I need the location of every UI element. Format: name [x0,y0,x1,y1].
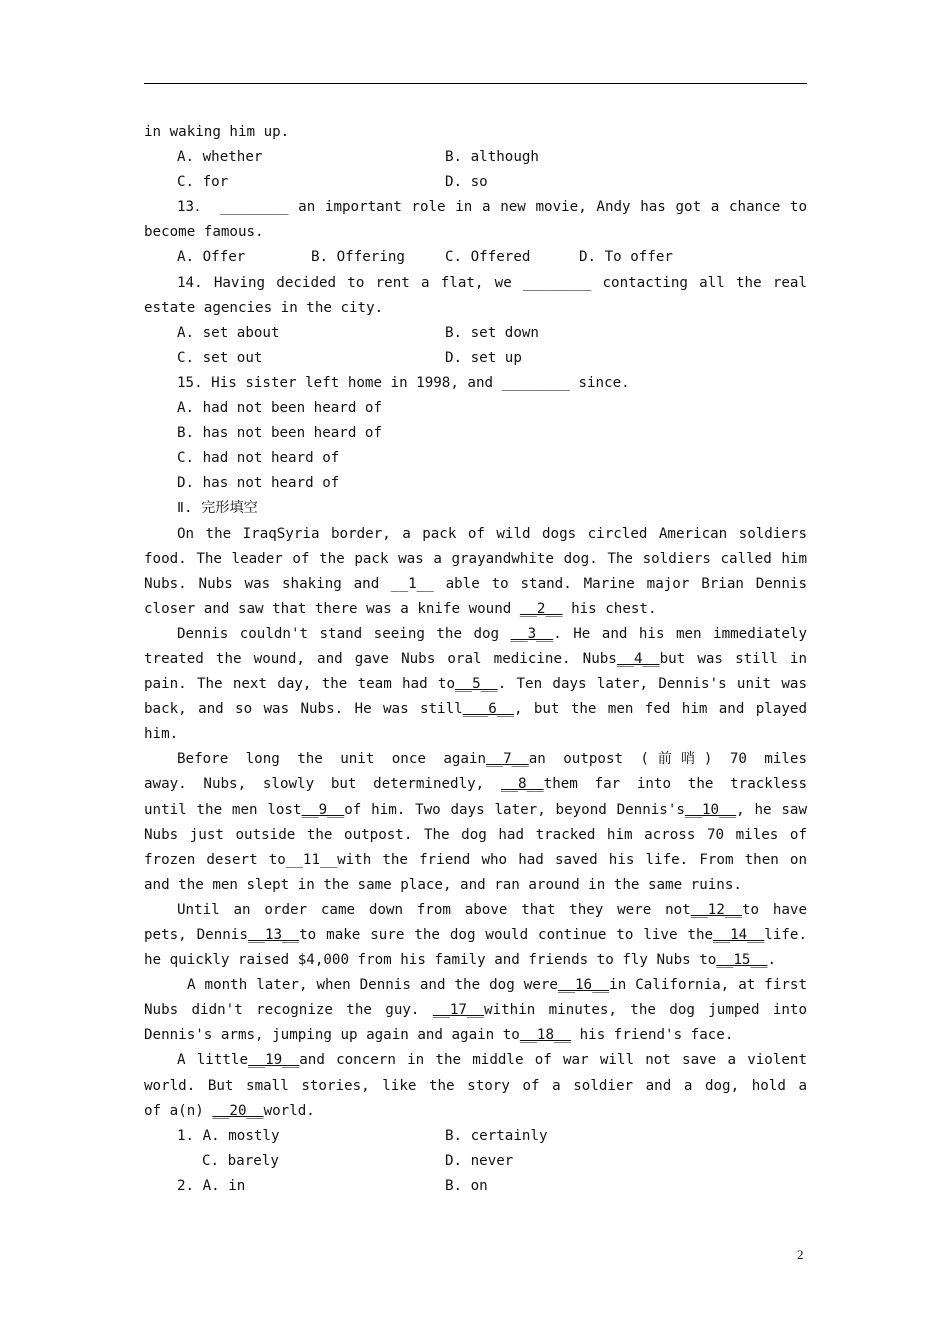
blank-9: __9__ [301,801,345,818]
blank-17: __17__ [432,1002,485,1019]
p4-line1 [144,898,807,923]
text: back, and so was Nubs. He was still [144,701,463,718]
text: he quickly raised $4,000 from his family and friends to fly Nubs to [144,952,717,969]
blank-2: __2__ [519,600,563,617]
q13-option-a: A. Offer [177,249,246,266]
text: . He and his men immediately [553,625,807,642]
q12-option-d: D. so [445,174,488,191]
blank-6: ___6__ [462,701,514,718]
p2-line1 [144,622,807,647]
q15-stem: 15. His sister left home in 1998, and ________ since. [177,374,630,391]
header-rule [144,83,807,84]
q15-option-b: B. has not been heard of [177,425,382,442]
q14-options-row2 [144,346,807,371]
p2-line3 [144,672,807,697]
text: pain. The next day, the team had to [144,676,455,693]
p6-line3 [144,1099,807,1124]
text: in California, at first [609,977,807,994]
text: A month later, when Dennis and the dog were [187,977,558,994]
q13-option-d: D. To offer [579,249,673,266]
blank-15: __15__ [716,952,768,969]
q13-options [144,245,807,270]
p1-line2: food. The leader of the pack was a grayandwhite dog. The soldiers called him [144,550,807,567]
section-heading: Ⅱ. 完形填空 [177,500,258,517]
text: life. [764,927,807,943]
q15-option-c: C. had not heard of [177,450,340,467]
text: pets, Dennis [144,927,248,943]
blank-12: __12__ [690,901,742,918]
p1-line1: On the IraqSyria border, a pack of wild dogs circled American soldiers [177,525,807,542]
q15-option-a: A. had not been heard of [177,400,382,417]
text: A little [177,1052,249,1069]
text: . Ten days later, Dennis's unit was [497,676,807,693]
q14-option-a: A. set about [177,324,280,341]
p3-line6: and the men slept in the same place, and ran around in the same ruins. [144,876,742,893]
p6-line1 [144,1048,807,1073]
text: Until an order came down from above that they were not [177,901,691,918]
document-body [144,120,807,1199]
q14-stem-line1: 14. Having decided to rent a flat, we ________ contacting all the real [177,274,807,291]
text: Dennis couldn't stand seeing the dog [177,625,511,642]
q15-option-d: D. has not heard of [177,475,340,492]
opt1-b: B. certainly [445,1127,548,1144]
page-number: 2 [797,1247,804,1262]
text: and concern in the middle of war will not save a violent [299,1052,807,1069]
text: his friend's face. [571,1027,734,1044]
text: treated the wound, and gave Nubs oral medicine. Nubs [144,650,617,667]
text: , but the men fed him and played [513,701,807,718]
q13-option-b: B. Offering [311,249,405,266]
blank-18: __18__ [519,1027,572,1044]
text: his chest. [562,600,657,617]
blank-14: __14__ [713,927,765,943]
text: Nubs didn't recognize the guy. [144,1002,433,1019]
text: of him. Two days later, beyond Dennis's [344,801,685,818]
opt2-a: 2. A. in [177,1177,246,1194]
text: , he saw [736,801,807,818]
q13-stem-line2: become famous. [144,224,264,241]
blank-5: __5__ [455,676,498,693]
p1-line3: Nubs. Nubs was shaking and __1__ able to stand. Marine major Brian Dennis [144,575,807,592]
opt1-row2 [144,1149,807,1174]
text: them far into the trackless [543,776,807,793]
q13-stem-line1: 13． ________ an important role in a new movie, Andy has got a chance to [177,199,807,216]
opt1-d: D. never [445,1152,514,1169]
text: but was still in [659,650,807,667]
text: within minutes, the dog jumped into [484,1002,807,1019]
q12-options-row1 [144,145,807,170]
p4-line2 [144,923,807,948]
p1-line4 [144,597,807,622]
blank-20: __20__ [212,1102,264,1119]
p3-line3 [144,798,807,823]
text: of a(n) [144,1102,213,1119]
opt1-c: C. barely [202,1152,279,1169]
text: to have [741,901,807,918]
opt1-a: 1. A. mostly [177,1127,280,1144]
text: world. [263,1102,315,1119]
text: . [767,952,777,969]
opt2-b: B. on [445,1177,488,1194]
q13-option-c: C. Offered [445,249,531,266]
p3-line4: Nubs just outside the outpost. The dog had tracked him across 70 miles of [144,826,807,843]
blank-4: __4__ [616,650,660,667]
p5-line3 [144,1023,807,1048]
p3-line1 [144,747,807,772]
p3-line5: frozen desert to__11__with the friend who had saved his life. From then on [144,851,807,868]
blank-19: __19__ [248,1052,300,1069]
p2-line5: him. [144,726,179,743]
blank-16: __16__ [557,977,610,994]
q12-continuation: in waking him up. [144,124,290,140]
p2-line4 [144,697,807,722]
text: to make sure the dog would continue to live the [299,927,714,943]
q12-options-row2 [144,170,807,195]
p5-line1 [144,973,807,998]
p3-line2 [144,772,807,797]
text: away. Nubs, slowly but determinedly, [144,776,501,793]
text: until the men lost [144,801,302,818]
blank-13: __13__ [247,927,300,943]
q12-option-a: A. whether [177,149,263,166]
q14-option-b: B. set down [445,324,539,341]
q14-option-d: D. set up [445,349,522,366]
opt1-row1 [144,1124,807,1149]
blank-10: __10__ [684,801,737,818]
blank-8: __8__ [500,776,544,793]
p6-line2: world. But small stories, like the story of a soldier and a dog, hold a [144,1077,807,1094]
q14-stem-line2: estate agencies in the city. [144,299,384,316]
p5-line2 [144,998,807,1023]
blank-7: __7__ [486,751,529,768]
p2-line2 [144,647,807,672]
q12-option-b: B. although [445,149,539,166]
blank-3: __3__ [510,625,554,642]
text: Dennis's arms, jumping up again and again to [144,1027,520,1044]
opt2-row1 [144,1174,807,1199]
text: Before long the unit once again [177,751,487,768]
q14-options-row1 [144,321,807,346]
q12-option-c: C. for [177,174,229,191]
text: closer and saw that there was a knife wound [144,600,520,617]
q14-option-c: C. set out [177,349,263,366]
text: an outpost (前哨) 70 miles [528,751,807,768]
p4-line3 [144,948,807,973]
